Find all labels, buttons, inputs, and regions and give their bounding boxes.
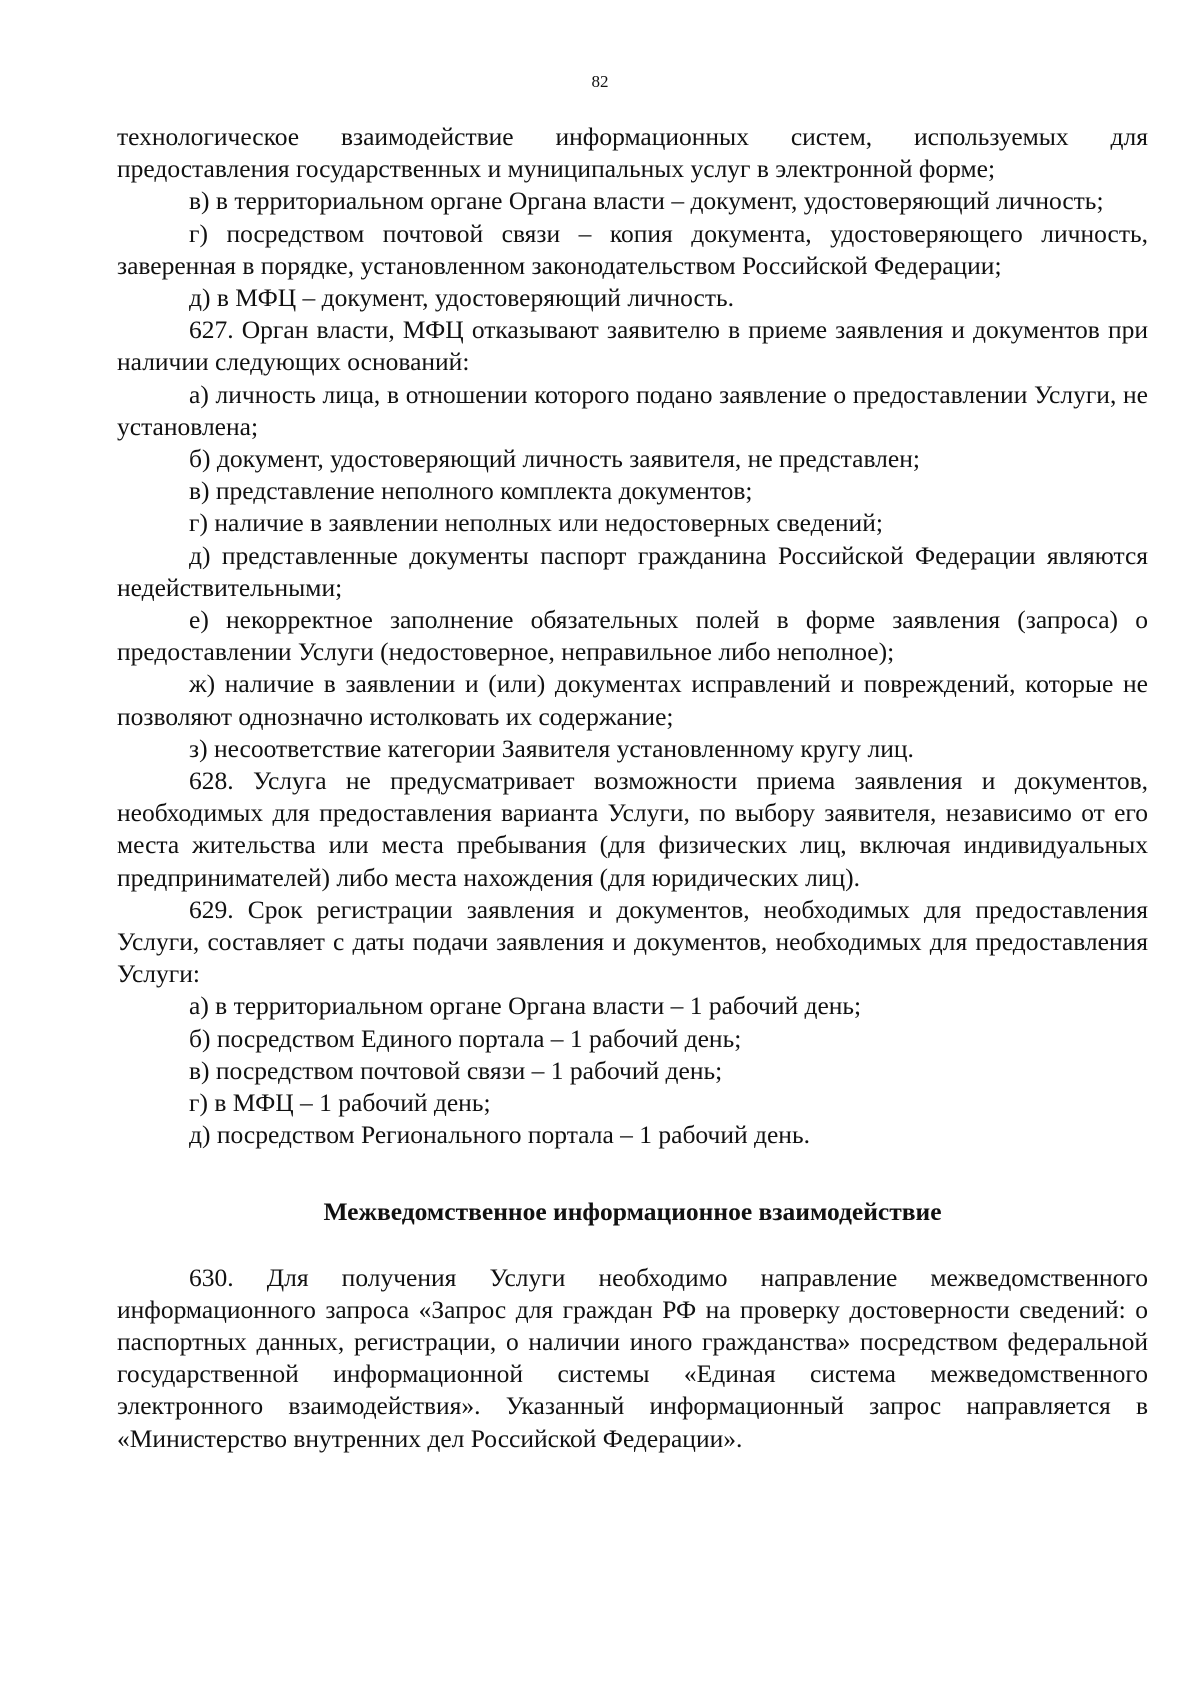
bottom-paragraphs [117,1262,1148,1455]
paragraph: а) личность лица, в отношении которого подано заявление о предоставлении Услуги, не установлена; [117,379,1148,441]
paragraph: 630. Для получения Услуги необходимо направление межведомственного информационного запроса «Запрос для граждан РФ на проверку достоверности сведений: о паспортных данных, регистрации, о наличии иного гражданства» посредством федеральной государственной информационной системы «Единая система межведомственного электронного взаимодействия». Указанный информационный запрос направляется в «Министерство внутренних дел Российской Федерации». [117,1262,1148,1453]
paragraph: д) в МФЦ – документ, удостоверяющий личность. [189,283,735,313]
paragraph: з) несоответствие категории Заявителя установленному кругу лиц. [189,733,914,763]
page-number: 82 [591,72,609,91]
paragraph: г) посредством почтовой связи – копия документа, удостоверяющего личность, заверенная в порядке, установленном законодательством Российской Федерации; [117,218,1148,280]
paragraph: д) представленные документы паспорт гражданина Российской Федерации являются недействительными; [117,540,1148,602]
paragraph: 627. Орган власти, МФЦ отказывают заявителю в приеме заявления и документов при наличии следующих оснований: [117,315,1148,377]
paragraph: д) посредством Регионального портала – 1 рабочий день. [189,1120,810,1150]
paragraph: технологическое взаимодействие информационных систем, используемых для предоставления государственных и муниципальных услуг в электронной форме; [117,122,1148,184]
paragraph: б) посредством Единого портала – 1 рабочий день; [189,1023,742,1053]
paragraph: а) в территориальном органе Органа власти – 1 рабочий день; [189,991,862,1021]
paragraph: б) документ, удостоверяющий личность заявителя, не представлен; [189,444,920,474]
paragraph: ж) наличие в заявлении и (или) документах исправлений и повреждений, которые не позволяют однозначно истолковать их содержание; [117,669,1148,731]
paragraph: в) в территориальном органе Органа власти – документ, удостоверяющий личность; [189,186,1104,216]
document-body [117,121,1148,1455]
paragraph: в) посредством почтовой связи – 1 рабочий день; [189,1055,723,1085]
paragraph: г) в МФЦ – 1 рабочий день; [189,1088,491,1118]
paragraph: г) наличие в заявлении неполных или недостоверных сведений; [189,508,883,538]
paragraph: 629. Срок регистрации заявления и документов, необходимых для предоставления Услуги, составляет с даты подачи заявления и документов, необходимых для предоставления Услуги: [117,894,1148,989]
section-heading: Межведомственное информационное взаимодействие [323,1196,942,1226]
paragraph: 628. Услуга не предусматривает возможности приема заявления и документов, необходимых для предоставления варианта Услуги, по выбору заявителя, независимо от его места жительства или места пребывания (для физических лиц, включая индивидуальных предпринимателей) либо места нахождения (для юридических лиц). [117,766,1148,892]
paragraph: е) некорректное заполнение обязательных полей в форме заявления (запроса) о предоставлении Услуги (недостоверное, неправильное либо неполное); [117,605,1148,667]
top-paragraphs [117,121,1148,1152]
paragraph: в) представление неполного комплекта документов; [189,476,753,506]
